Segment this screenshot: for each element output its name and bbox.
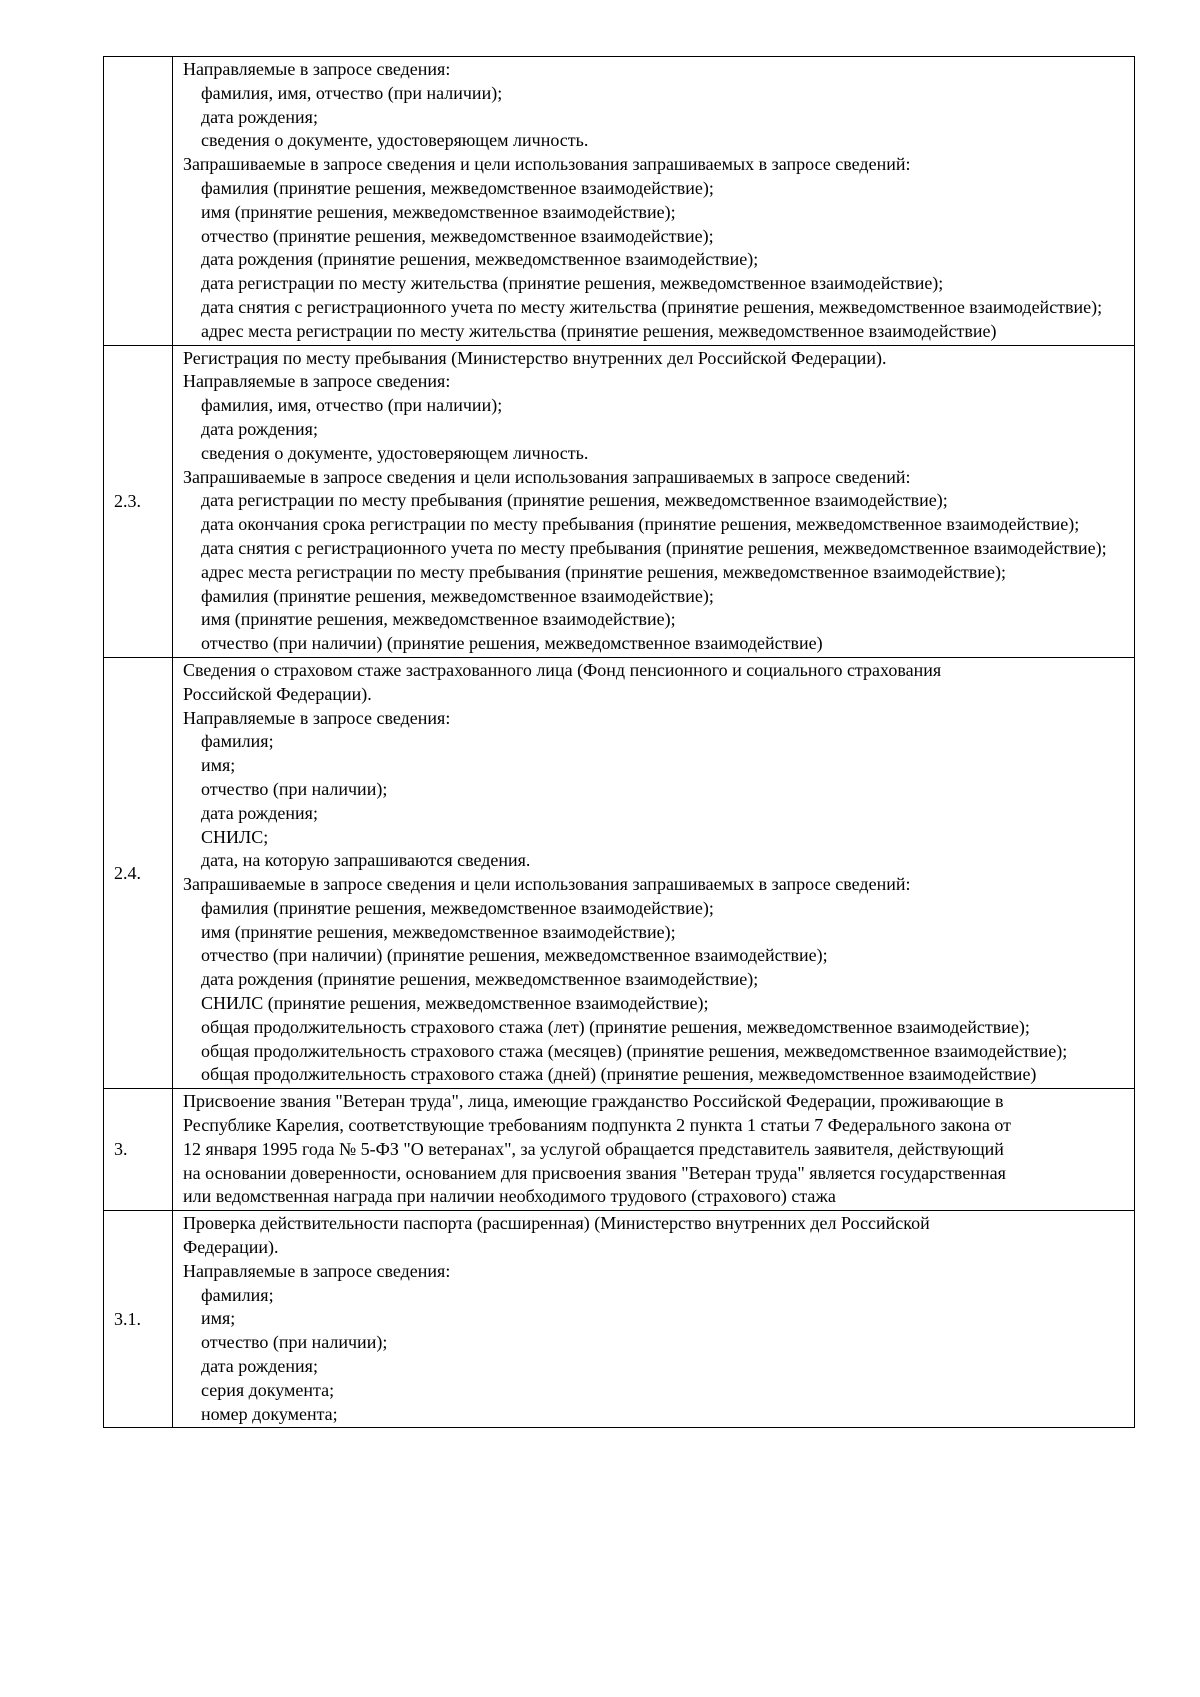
content-line: дата снятия с регистрационного учета по месту пребывания (принятие решения, межведомственное взаимодействие); bbox=[201, 537, 1107, 558]
content-line: имя (принятие решения, межведомственное взаимодействие); bbox=[201, 201, 676, 222]
row-number: 3.1. bbox=[104, 1211, 173, 1428]
content-line: отчество (при наличии) (принятие решения, межведомственное взаимодействие) bbox=[201, 633, 823, 654]
table-row bbox=[104, 1211, 1135, 1428]
content-line: Направляемые в запросе сведения: bbox=[183, 59, 451, 79]
content-line: Присвоение звания "Ветеран труда", лица, имеющие гражданство Российской Федерации, проживающие в bbox=[183, 1091, 1004, 1112]
content-line: 12 января 1995 года № 5-ФЗ "О ветеранах", за услугой обращается представитель заявителя, действующий bbox=[183, 1138, 1004, 1159]
content-line: или ведомственная награда при наличии необходимого трудового (страхового) стажа bbox=[183, 1186, 836, 1207]
content-line: фамилия; bbox=[201, 1284, 274, 1305]
content-line: сведения о документе, удостоверяющем личность. bbox=[201, 130, 589, 151]
content-line: Регистрация по месту пребывания (Министерство внутренних дел Российской Федерации). bbox=[183, 347, 887, 368]
content-line: дата рождения; bbox=[201, 106, 318, 127]
content-line: дата рождения; bbox=[201, 1356, 318, 1377]
content-line: фамилия, имя, отчество (при наличии); bbox=[201, 82, 503, 103]
row-content bbox=[173, 345, 1135, 657]
table-row bbox=[104, 345, 1135, 657]
content-line: общая продолжительность страхового стажа (месяцев) (принятие решения, межведомственное взаимодействие); bbox=[201, 1040, 1068, 1061]
content-line: Проверка действительности паспорта (расширенная) (Министерство внутренних дел Российской bbox=[183, 1213, 930, 1234]
content-line: Запрашиваемые в запросе сведения и цели использования запрашиваемых в запросе сведений: bbox=[183, 154, 911, 175]
content-line: сведения о документе, удостоверяющем личность. bbox=[201, 442, 589, 463]
row-content bbox=[173, 1211, 1135, 1428]
content-line: СНИЛС (принятие решения, межведомственное взаимодействие); bbox=[201, 993, 709, 1014]
content-line: общая продолжительность страхового стажа (лет) (принятие решения, межведомственное взаимодействие); bbox=[201, 1016, 1030, 1037]
row-content bbox=[173, 657, 1135, 1088]
content-line: отчество (принятие решения, межведомственное взаимодействие); bbox=[201, 225, 714, 246]
content-line: отчество (при наличии) (принятие решения, межведомственное взаимодействие); bbox=[201, 945, 828, 966]
row-number: 2.4. bbox=[104, 657, 173, 1088]
content-line: имя; bbox=[201, 755, 236, 776]
content-line: Республике Карелия, соответствующие требованиям подпункта 2 пункта 1 статьи 7 Федерального закона от bbox=[183, 1115, 1012, 1136]
content-line: фамилия, имя, отчество (при наличии); bbox=[201, 395, 503, 416]
content-line: фамилия (принятие решения, межведомственное взаимодействие); bbox=[201, 177, 714, 198]
content-line: дата рождения; bbox=[201, 802, 318, 823]
document-table bbox=[103, 56, 1135, 1428]
content-line: общая продолжительность страхового стажа (дней) (принятие решения, межведомственное взаимодействие) bbox=[201, 1064, 1037, 1085]
content-line: Запрашиваемые в запросе сведения и цели использования запрашиваемых в запросе сведений: bbox=[183, 466, 911, 487]
content-line: Запрашиваемые в запросе сведения и цели использования запрашиваемых в запросе сведений: bbox=[183, 874, 911, 895]
content-line: имя (принятие решения, межведомственное взаимодействие); bbox=[201, 609, 676, 630]
content-line: номер документа; bbox=[201, 1403, 338, 1424]
row-content bbox=[173, 1089, 1135, 1211]
content-line: на основании доверенности, основанием для присвоения звания "Ветеран труда" является государственная bbox=[183, 1162, 1006, 1183]
content-line: отчество (при наличии); bbox=[201, 778, 388, 799]
content-line: Российской Федерации). bbox=[183, 683, 372, 704]
content-line: имя (принятие решения, межведомственное взаимодействие); bbox=[201, 921, 676, 942]
document-table-body bbox=[104, 57, 1135, 1428]
row-number: 2.3. bbox=[104, 345, 173, 657]
content-line: Направляемые в запросе сведения: bbox=[183, 707, 451, 728]
content-line: имя; bbox=[201, 1308, 236, 1329]
content-line: дата рождения (принятие решения, межведомственное взаимодействие); bbox=[201, 969, 759, 990]
content-line: Направляемые в запросе сведения: bbox=[183, 1260, 451, 1281]
content-line: дата рождения (принятие решения, межведомственное взаимодействие); bbox=[201, 249, 759, 270]
content-line: фамилия; bbox=[201, 731, 274, 752]
content-line: адрес места регистрации по месту пребывания (принятие решения, межведомственное взаимодействие); bbox=[201, 561, 1006, 582]
content-line: дата окончания срока регистрации по месту пребывания (принятие решения, межведомственное взаимодействие); bbox=[201, 514, 1080, 535]
content-line: фамилия (принятие решения, межведомственное взаимодействие); bbox=[201, 585, 714, 606]
content-line: дата рождения; bbox=[201, 418, 318, 439]
content-line: Федерации). bbox=[183, 1237, 279, 1258]
row-content bbox=[173, 57, 1135, 346]
content-line: СНИЛС; bbox=[201, 826, 269, 847]
content-line: адрес места регистрации по месту жительства (принятие решения, межведомственное взаимодействие) bbox=[201, 320, 997, 341]
content-line: дата снятия с регистрационного учета по месту жительства (принятие решения, межведомственное взаимодействие); bbox=[201, 296, 1103, 317]
row-number: 3. bbox=[104, 1089, 173, 1211]
table-row bbox=[104, 57, 1135, 346]
content-line: фамилия (принятие решения, межведомственное взаимодействие); bbox=[201, 897, 714, 918]
content-line: дата регистрации по месту жительства (принятие решения, межведомственное взаимодействие); bbox=[201, 273, 944, 294]
content-line: дата, на которую запрашиваются сведения. bbox=[201, 850, 531, 871]
content-line: серия документа; bbox=[201, 1379, 335, 1400]
content-line: Сведения о страховом стаже застрахованного лица (Фонд пенсионного и социального страхования bbox=[183, 659, 942, 680]
content-line: Направляемые в запросе сведения: bbox=[183, 371, 451, 392]
content-line: дата регистрации по месту пребывания (принятие решения, межведомственное взаимодействие); bbox=[201, 490, 948, 511]
table-row bbox=[104, 1089, 1135, 1211]
table-row bbox=[104, 657, 1135, 1088]
row-number bbox=[104, 57, 173, 346]
content-line: отчество (при наличии); bbox=[201, 1332, 388, 1353]
